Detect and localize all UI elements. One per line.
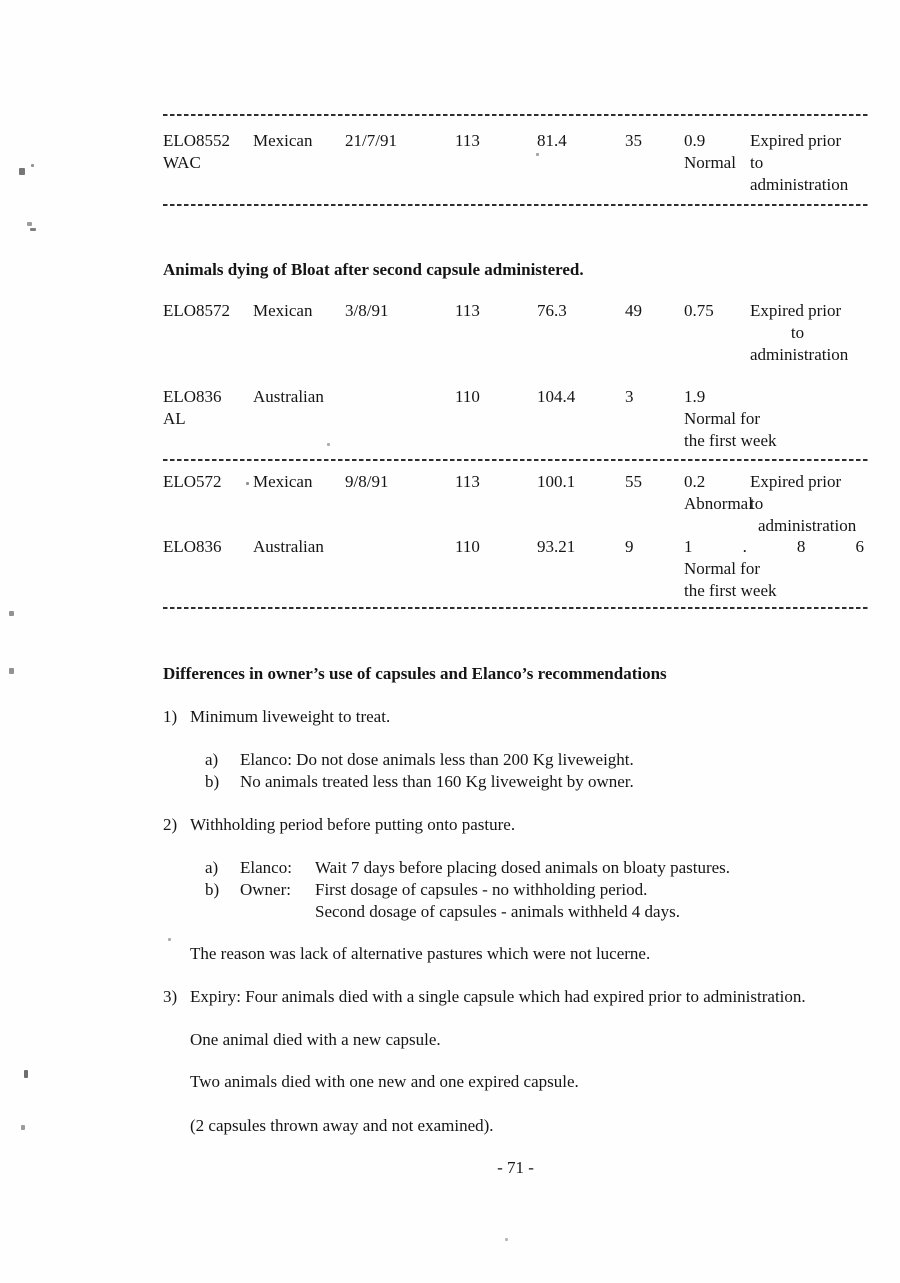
subitem-text: Elanco: Do not dose animals less than 200 Kg liveweight. bbox=[240, 750, 634, 769]
animal-id: ELO836 bbox=[163, 387, 222, 406]
list-item-3-paragraph bbox=[163, 1115, 868, 1137]
list-item-3 bbox=[163, 986, 868, 1008]
scan-speckle bbox=[27, 222, 32, 226]
days-cell: 35 bbox=[625, 131, 642, 150]
result-cell bbox=[684, 386, 777, 452]
value-cell: 100.1 bbox=[537, 472, 576, 491]
list-item-1 bbox=[163, 706, 868, 728]
days-cell: 3 bbox=[625, 387, 634, 406]
result-cell bbox=[684, 536, 868, 602]
note-line: administration bbox=[750, 175, 849, 194]
note-line: administration bbox=[750, 345, 849, 364]
days-cell: 55 bbox=[625, 472, 642, 491]
result-cell bbox=[684, 471, 753, 515]
date-cell: 21/7/91 bbox=[345, 131, 397, 150]
origin-cell: Mexican bbox=[253, 301, 313, 320]
result-status: the first week bbox=[684, 431, 777, 450]
animal-id: ELO572 bbox=[163, 472, 222, 491]
note-line: Expired prior bbox=[750, 301, 842, 320]
scan-speckle bbox=[505, 1238, 508, 1241]
weight-cell: 113 bbox=[455, 301, 480, 320]
list-item-3-paragraph bbox=[163, 1071, 868, 1093]
date-cell: 9/8/91 bbox=[345, 472, 389, 491]
date-cell: 3/8/91 bbox=[345, 301, 389, 320]
weight-cell: 113 bbox=[455, 472, 480, 491]
subitem-text: Second dosage of capsules - animals withheld 4 days. bbox=[315, 902, 680, 921]
result-status: Abnormal bbox=[684, 494, 753, 513]
subitem-label: a) bbox=[205, 858, 219, 877]
result-value: 0.9 bbox=[684, 131, 706, 150]
table-row bbox=[163, 471, 868, 537]
result-value: 0.2 bbox=[684, 472, 706, 491]
animal-id: ELO836 bbox=[163, 537, 222, 556]
note-line: to bbox=[790, 323, 805, 342]
table-divider bbox=[163, 459, 868, 461]
section-heading: Animals dying of Bloat after second capsule administered. bbox=[163, 260, 584, 279]
animal-id-cell bbox=[163, 130, 253, 174]
spread-token: . bbox=[742, 537, 747, 556]
animal-id-line2: AL bbox=[163, 409, 186, 428]
subitem-label: b) bbox=[205, 880, 220, 899]
result-value: 1.9 bbox=[684, 387, 706, 406]
item-number: 1) bbox=[163, 707, 178, 726]
origin-cell: Mexican bbox=[253, 472, 313, 491]
origin-cell: Australian bbox=[253, 387, 324, 406]
animal-id-line2: WAC bbox=[163, 153, 201, 172]
paragraph: Two animals died with one new and one expired capsule. bbox=[190, 1072, 579, 1091]
table-row bbox=[163, 386, 868, 452]
note-cell bbox=[750, 300, 868, 366]
spread-token: 1 bbox=[684, 537, 693, 556]
scan-speckle bbox=[21, 1125, 25, 1130]
table-row bbox=[163, 300, 868, 366]
subitem-b bbox=[205, 879, 868, 901]
list-item-2 bbox=[163, 814, 868, 836]
note-line: Expired prior bbox=[750, 131, 842, 150]
spread-value bbox=[684, 536, 864, 558]
page-number: - 71 - bbox=[497, 1158, 534, 1177]
note-line: to bbox=[750, 494, 764, 513]
spread-token: 6 bbox=[855, 537, 864, 556]
table-divider bbox=[163, 114, 868, 116]
paragraph: (2 capsules thrown away and not examined). bbox=[190, 1116, 494, 1135]
value-cell: 93.21 bbox=[537, 537, 576, 556]
result-cell: 0.75 bbox=[684, 301, 714, 320]
result-status: the first week bbox=[684, 581, 777, 600]
subitem-party: Elanco: bbox=[240, 858, 292, 877]
item-title: Minimum liveweight to treat. bbox=[190, 707, 391, 726]
days-cell: 49 bbox=[625, 301, 642, 320]
subitem-a bbox=[205, 857, 868, 879]
subitem-party-spacer bbox=[240, 901, 315, 923]
note-line: Expired prior bbox=[750, 472, 842, 491]
days-cell: 9 bbox=[625, 537, 634, 556]
item-number: 3) bbox=[163, 987, 178, 1006]
scan-speckle bbox=[9, 611, 14, 616]
animal-id-cell bbox=[163, 386, 253, 430]
note-line: to bbox=[750, 153, 764, 172]
weight-cell: 110 bbox=[455, 387, 480, 406]
table-divider bbox=[163, 204, 868, 206]
animal-id: ELO8552 bbox=[163, 131, 231, 150]
subitem-label: a) bbox=[205, 750, 219, 769]
differences-heading: Differences in owner’s use of capsules and Elanco’s recommendations bbox=[163, 664, 667, 683]
subitem-a bbox=[205, 749, 868, 771]
subitem-b-continued bbox=[205, 901, 868, 923]
result-status: Normal for bbox=[684, 559, 761, 578]
value-cell: 76.3 bbox=[537, 301, 567, 320]
result-status: Normal bbox=[684, 153, 736, 172]
list-item-3-paragraph bbox=[163, 1029, 868, 1051]
scan-speckle bbox=[31, 164, 34, 167]
item-title: Expiry: Four animals died with a single capsule which had expired prior to administration. bbox=[190, 987, 806, 1006]
scan-speckle bbox=[9, 668, 14, 674]
scan-speckle bbox=[19, 168, 25, 175]
subitem-text: No animals treated less than 160 Kg liveweight by owner. bbox=[240, 772, 634, 791]
scan-speckle bbox=[24, 1070, 28, 1078]
table-divider bbox=[163, 607, 868, 609]
item-number: 2) bbox=[163, 815, 178, 834]
origin-cell: Australian bbox=[253, 537, 324, 556]
subitem-label: b) bbox=[205, 772, 220, 791]
value-cell: 104.4 bbox=[537, 387, 576, 406]
scan-speckle bbox=[168, 938, 171, 941]
paragraph: One animal died with a new capsule. bbox=[190, 1030, 441, 1049]
subitem-b bbox=[205, 771, 868, 793]
note-cell bbox=[750, 471, 868, 537]
value-cell: 81.4 bbox=[537, 131, 567, 150]
result-status: Normal for bbox=[684, 409, 761, 428]
weight-cell: 110 bbox=[455, 537, 480, 556]
subitem-text: First dosage of capsules - no withholding period. bbox=[315, 880, 648, 899]
note-paragraph: The reason was lack of alternative pastures which were not lucerne. bbox=[190, 944, 651, 963]
note-line: administration bbox=[758, 516, 857, 535]
item-title: Withholding period before putting onto pasture. bbox=[190, 815, 516, 834]
list-item-1-subitems bbox=[163, 749, 868, 793]
note-cell bbox=[750, 130, 868, 196]
scan-speckle bbox=[30, 228, 36, 231]
table-row bbox=[163, 130, 868, 196]
spread-token: 8 bbox=[796, 537, 806, 556]
animal-id: ELO8572 bbox=[163, 301, 231, 320]
subitem-label-spacer bbox=[205, 901, 240, 923]
result-cell bbox=[684, 130, 750, 174]
table-row bbox=[163, 536, 868, 602]
weight-cell: 113 bbox=[455, 131, 480, 150]
list-item-2-note bbox=[163, 943, 868, 965]
subitem-text: Wait 7 days before placing dosed animals on bloaty pastures. bbox=[315, 858, 731, 877]
origin-cell: Mexican bbox=[253, 131, 313, 150]
list-item-2-subitems bbox=[163, 857, 868, 923]
subitem-party: Owner: bbox=[240, 880, 291, 899]
